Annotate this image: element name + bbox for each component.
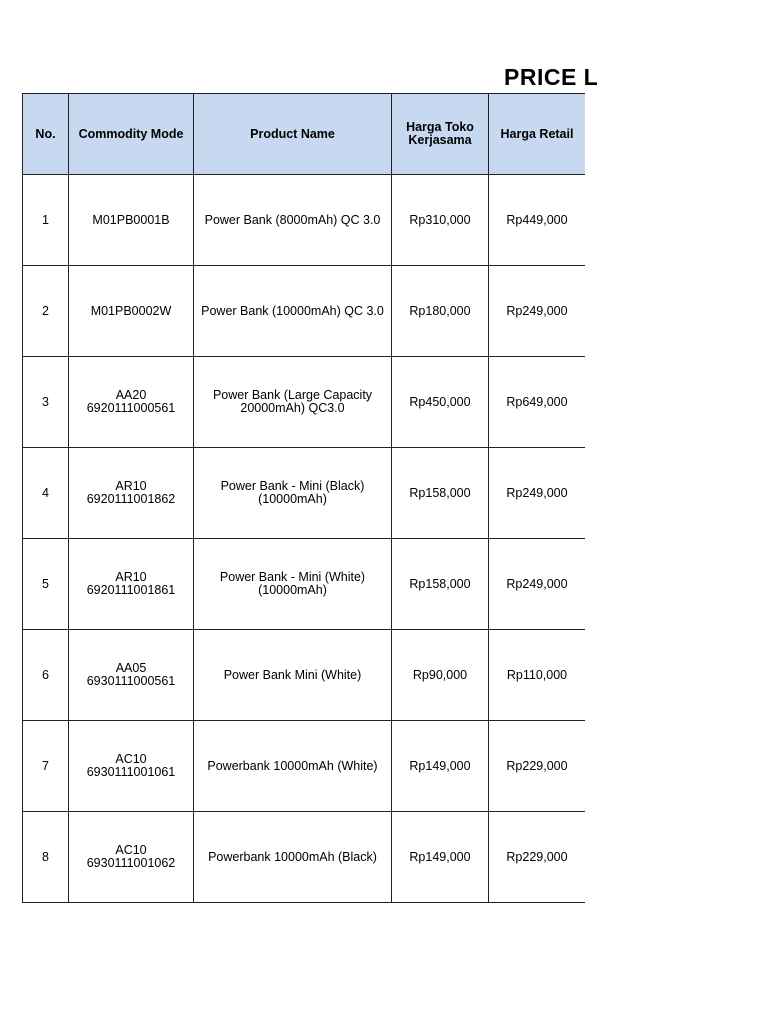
table-row <box>23 175 586 266</box>
cell-harga-retail: Rp249,000 <box>489 266 586 357</box>
cell-harga-retail: Rp649,000 <box>489 357 586 448</box>
column-header-commodity-mode: Commodity Mode <box>69 94 194 175</box>
column-header-harga-retail: Harga Retail <box>489 94 586 175</box>
cell-commodity-mode-line: M01PB0002W <box>90 303 172 318</box>
cell-product-name-line: (10000mAh) <box>258 583 327 597</box>
cell-harga-retail: Rp249,000 <box>489 539 586 630</box>
cell-commodity-mode-line: M01PB0001B <box>92 212 170 227</box>
cell-commodity-mode <box>69 448 194 539</box>
table-row <box>23 721 586 812</box>
cell-commodity-mode-line: AR10 <box>115 570 147 584</box>
cell-harga-toko: Rp149,000 <box>392 721 489 812</box>
table-body <box>23 175 586 903</box>
cell-product-name-line: Power Bank Mini (White) <box>223 667 362 682</box>
cell-no: 3 <box>23 357 69 448</box>
cell-commodity-mode-line: AR10 <box>115 479 147 493</box>
cell-commodity-mode <box>69 357 194 448</box>
cell-product-name <box>194 630 392 721</box>
cell-commodity-mode <box>69 630 194 721</box>
cell-commodity-mode <box>69 539 194 630</box>
cell-harga-retail: Rp110,000 <box>489 630 586 721</box>
cell-commodity-mode-line: 6930111001062 <box>86 856 176 870</box>
cell-harga-retail: Rp229,000 <box>489 812 586 903</box>
cell-commodity-mode <box>69 812 194 903</box>
cell-product-name <box>194 539 392 630</box>
cell-commodity-mode <box>69 266 194 357</box>
table-row <box>23 539 586 630</box>
cell-commodity-mode <box>69 721 194 812</box>
cell-harga-toko: Rp180,000 <box>392 266 489 357</box>
cell-harga-retail: Rp229,000 <box>489 721 586 812</box>
cell-harga-toko: Rp158,000 <box>392 448 489 539</box>
cell-product-name <box>194 812 392 903</box>
cell-harga-toko: Rp158,000 <box>392 539 489 630</box>
table-row <box>23 448 586 539</box>
cell-product-name-line: Power Bank (Large Capacity <box>212 388 373 402</box>
cell-product-name <box>194 357 392 448</box>
cell-commodity-mode-line: 6930111001061 <box>86 765 176 779</box>
cell-product-name-line: Power Bank (10000mAh) QC 3.0 <box>201 303 384 318</box>
cell-commodity-mode-line: AC10 <box>115 752 147 766</box>
table-header-row <box>23 94 586 175</box>
cell-harga-retail: Rp249,000 <box>489 448 586 539</box>
cell-harga-toko: Rp90,000 <box>392 630 489 721</box>
cell-product-name <box>194 721 392 812</box>
cell-no: 8 <box>23 812 69 903</box>
cell-product-name-line: (10000mAh) <box>258 492 327 506</box>
column-header-no: No. <box>23 94 69 175</box>
cell-product-name-line: Power Bank - Mini (White) <box>219 570 366 584</box>
cell-commodity-mode-line: 6920111001862 <box>86 492 176 506</box>
table-row <box>23 812 586 903</box>
cell-commodity-mode-line: 6930111000561 <box>86 674 176 688</box>
cell-no: 2 <box>23 266 69 357</box>
cell-no: 4 <box>23 448 69 539</box>
table-row <box>23 630 586 721</box>
cell-harga-toko: Rp310,000 <box>392 175 489 266</box>
cell-commodity-mode-line: 6920111001861 <box>86 583 176 597</box>
cell-commodity-mode-line: AA05 <box>115 661 147 675</box>
column-header-harga-toko-label: Harga Toko Kerjasama <box>406 120 474 147</box>
cell-harga-toko: Rp450,000 <box>392 357 489 448</box>
cell-product-name-line: Powerbank 10000mAh (White) <box>207 758 378 773</box>
cell-product-name-line: Powerbank 10000mAh (Black) <box>208 849 377 864</box>
cell-product-name-line: Power Bank (8000mAh) QC 3.0 <box>204 212 381 227</box>
cell-harga-retail: Rp449,000 <box>489 175 586 266</box>
cell-product-name <box>194 448 392 539</box>
price-table <box>22 93 585 903</box>
table-row <box>23 266 586 357</box>
cell-no: 6 <box>23 630 69 721</box>
column-header-product-name: Product Name <box>194 94 392 175</box>
cell-commodity-mode-line: AC10 <box>115 843 147 857</box>
cell-no: 1 <box>23 175 69 266</box>
cell-product-name-line: Power Bank - Mini (Black) <box>220 479 365 493</box>
cell-product-name <box>194 175 392 266</box>
cell-commodity-mode-line: 6920111000561 <box>86 401 176 415</box>
cell-commodity-mode-line: AA20 <box>115 388 147 402</box>
price-table-container <box>22 93 585 905</box>
table-row <box>23 357 586 448</box>
cell-product-name <box>194 266 392 357</box>
cell-no: 5 <box>23 539 69 630</box>
cell-harga-toko: Rp149,000 <box>392 812 489 903</box>
cell-product-name-line: 20000mAh) QC3.0 <box>240 401 345 415</box>
cell-commodity-mode <box>69 175 194 266</box>
page-title: PRICE L <box>504 64 599 90</box>
column-header-harga-toko <box>392 94 489 175</box>
cell-no: 7 <box>23 721 69 812</box>
